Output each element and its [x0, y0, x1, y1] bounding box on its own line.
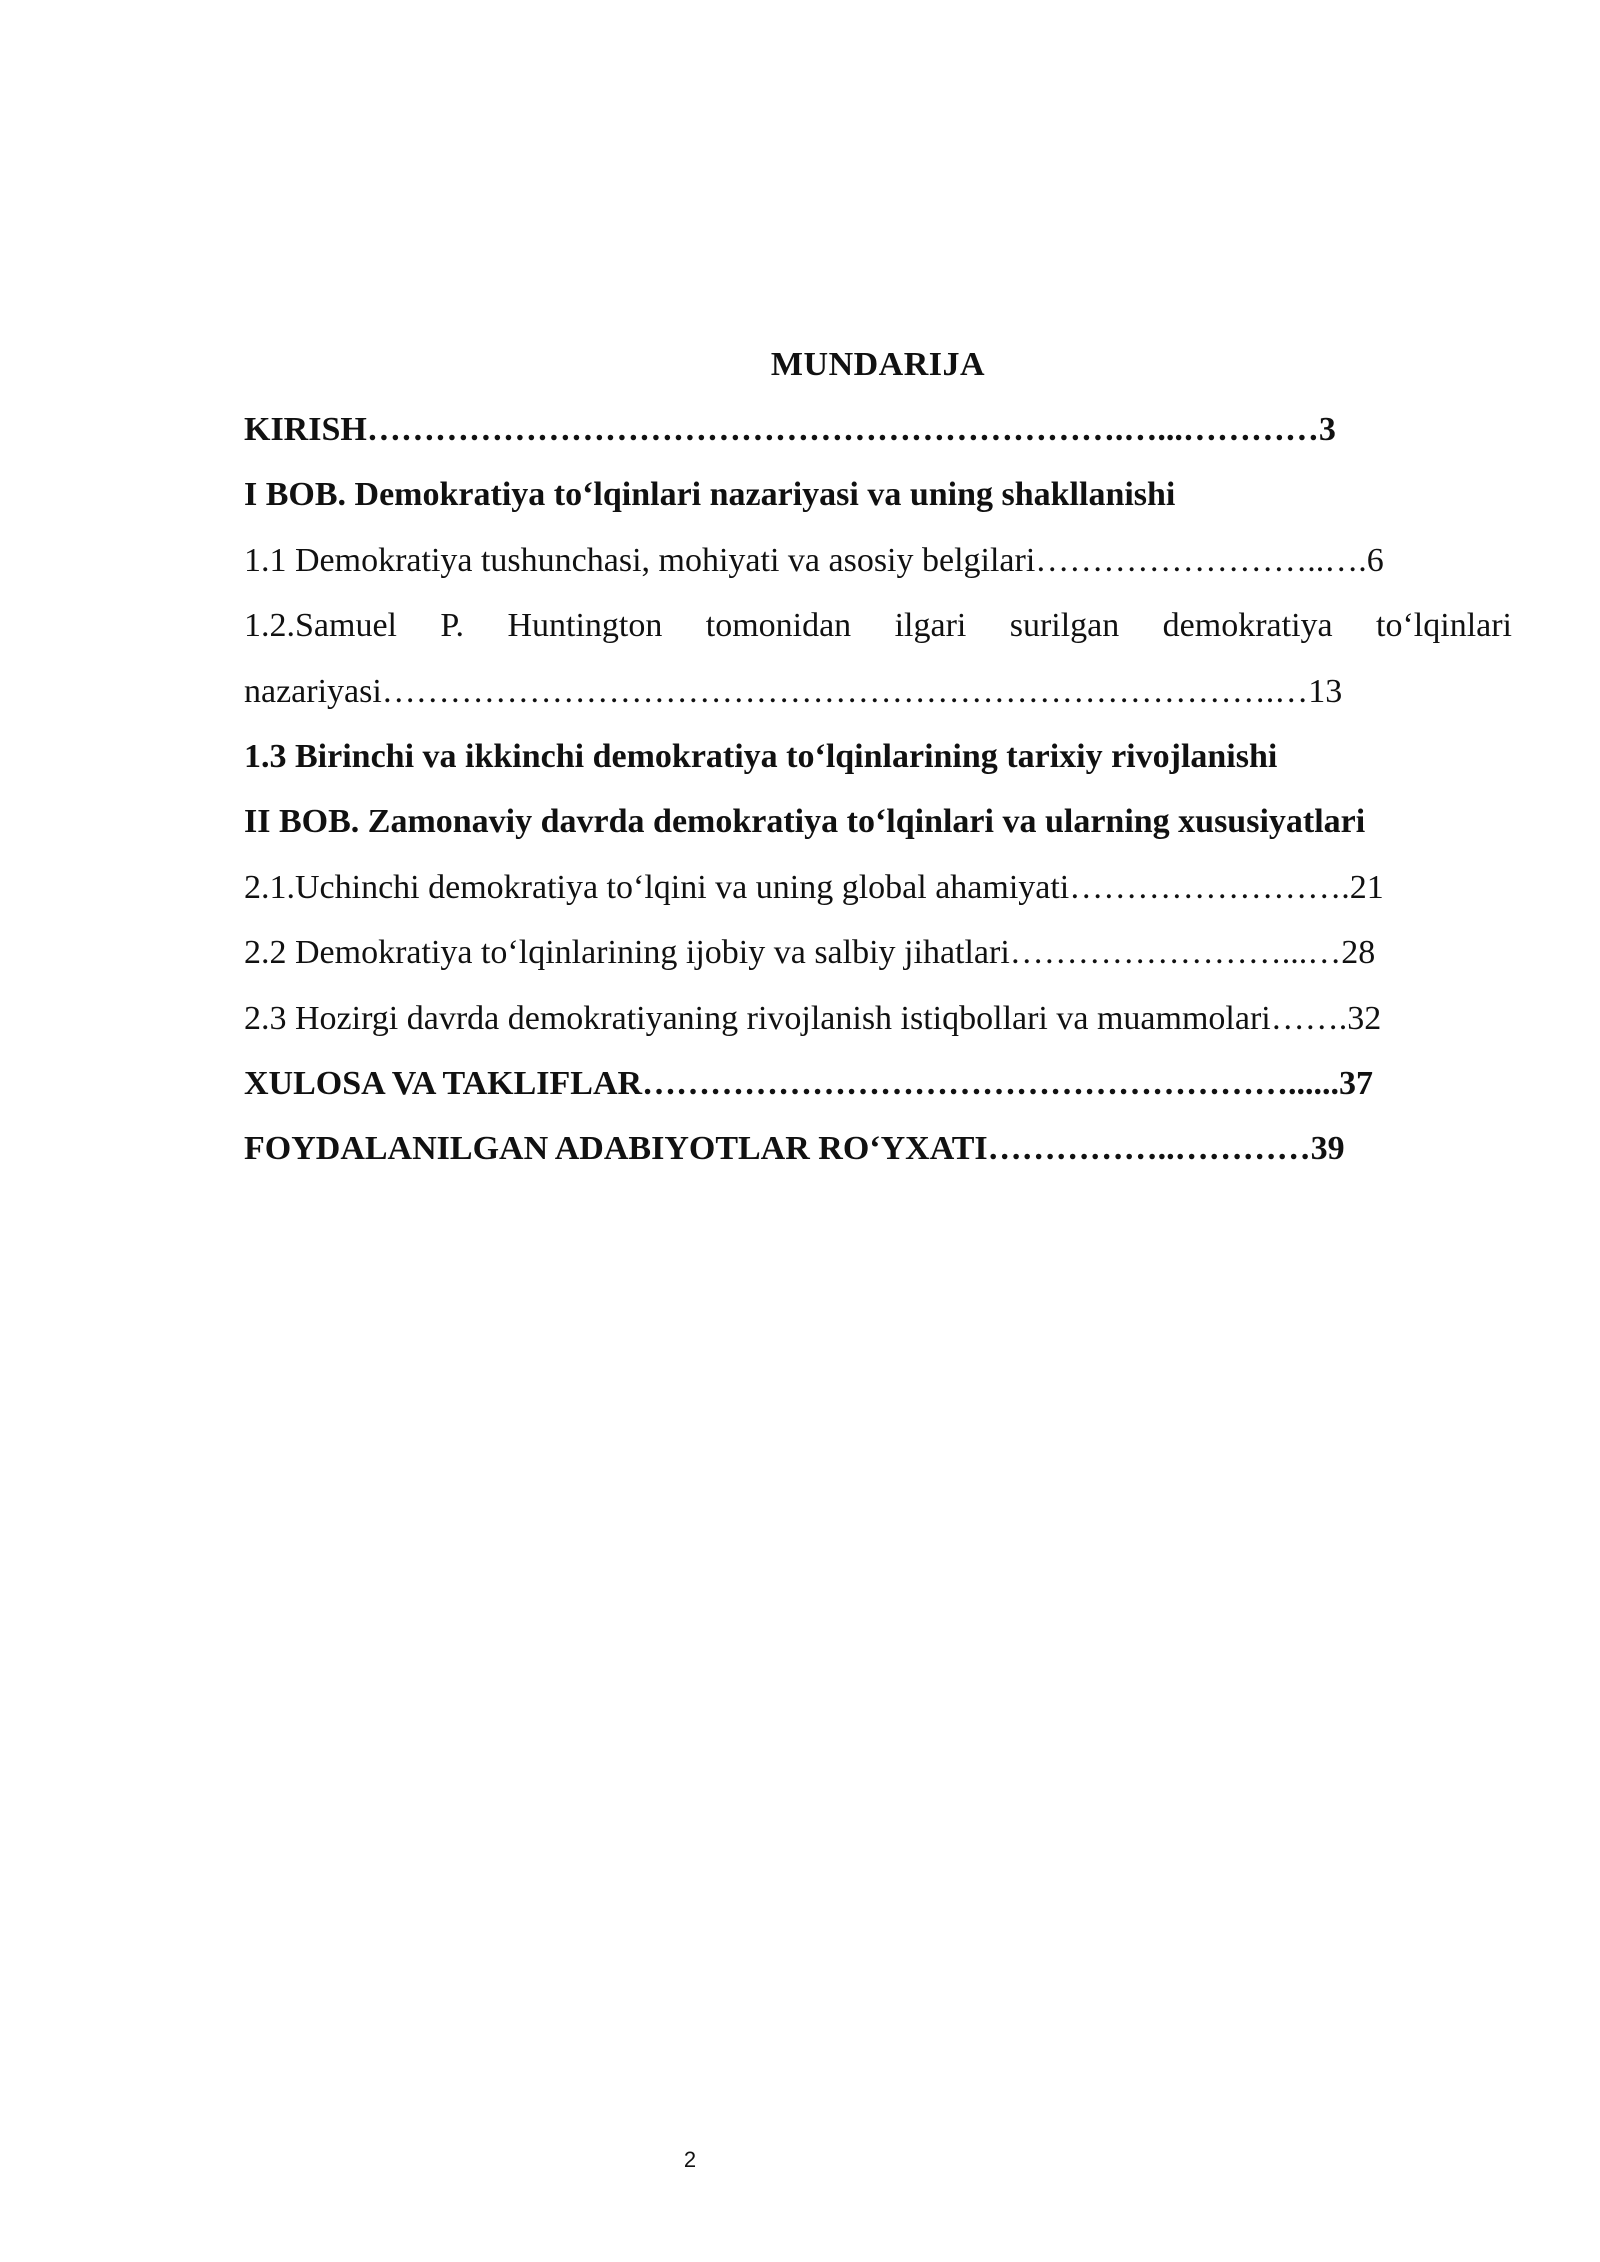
toc-entry-kirish: KIRISH………………………………………………………….…...…………3 [244, 411, 1336, 448]
toc-section-2-3: 2.3 Hozirgi davrda demokratiyaning rivojlanish istiqbollari va muammolari…….32 [244, 999, 1382, 1037]
toc-section-1-1: 1.1 Demokratiya tushunchasi, mohiyati va asosiy belgilari……………………..….6 [244, 541, 1384, 579]
toc-section-1-3: 1.3 Birinchi va ikkinchi demokratiya to‘lqinlarining tarixiy rivojlanishi [244, 737, 1278, 775]
toc-chapter-2: II BOB. Zamonaviy davrda demokratiya to‘lqinlari va ularning xususiyatlari [244, 803, 1366, 841]
toc-entry-references: FOYDALANILGAN ADABIYOTLAR RO‘YXATI……………..…………39 [244, 1130, 1345, 1168]
toc-section-1-2-continued: nazariyasi…………………………………………………………………….…13 [244, 672, 1343, 710]
toc-section-1-2: 1.2.Samuel P. Huntington tomonidan ilgari surilgan demokratiya to‘lqinlari [244, 607, 1512, 645]
toc-entry-conclusion: XULOSA VA TAKLIFLAR…………………………………………………......37 [244, 1064, 1374, 1102]
toc-section-2-2: 2.2 Demokratiya to‘lqinlarining ijobiy va salbiy jihatlari……………………...…28 [244, 934, 1376, 972]
toc-chapter-1: I BOB. Demokratiya to‘lqinlari nazariyasi va uning shakllanishi [244, 476, 1176, 514]
page-number: 2 [683, 2147, 697, 2172]
toc-section-2-1: 2.1.Uchinchi demokratiya to‘lqini va uning global ahamiyati…………………….21 [244, 868, 1384, 906]
table-of-contents [244, 332, 1512, 1182]
toc-title: MUNDARIJA [770, 346, 986, 383]
